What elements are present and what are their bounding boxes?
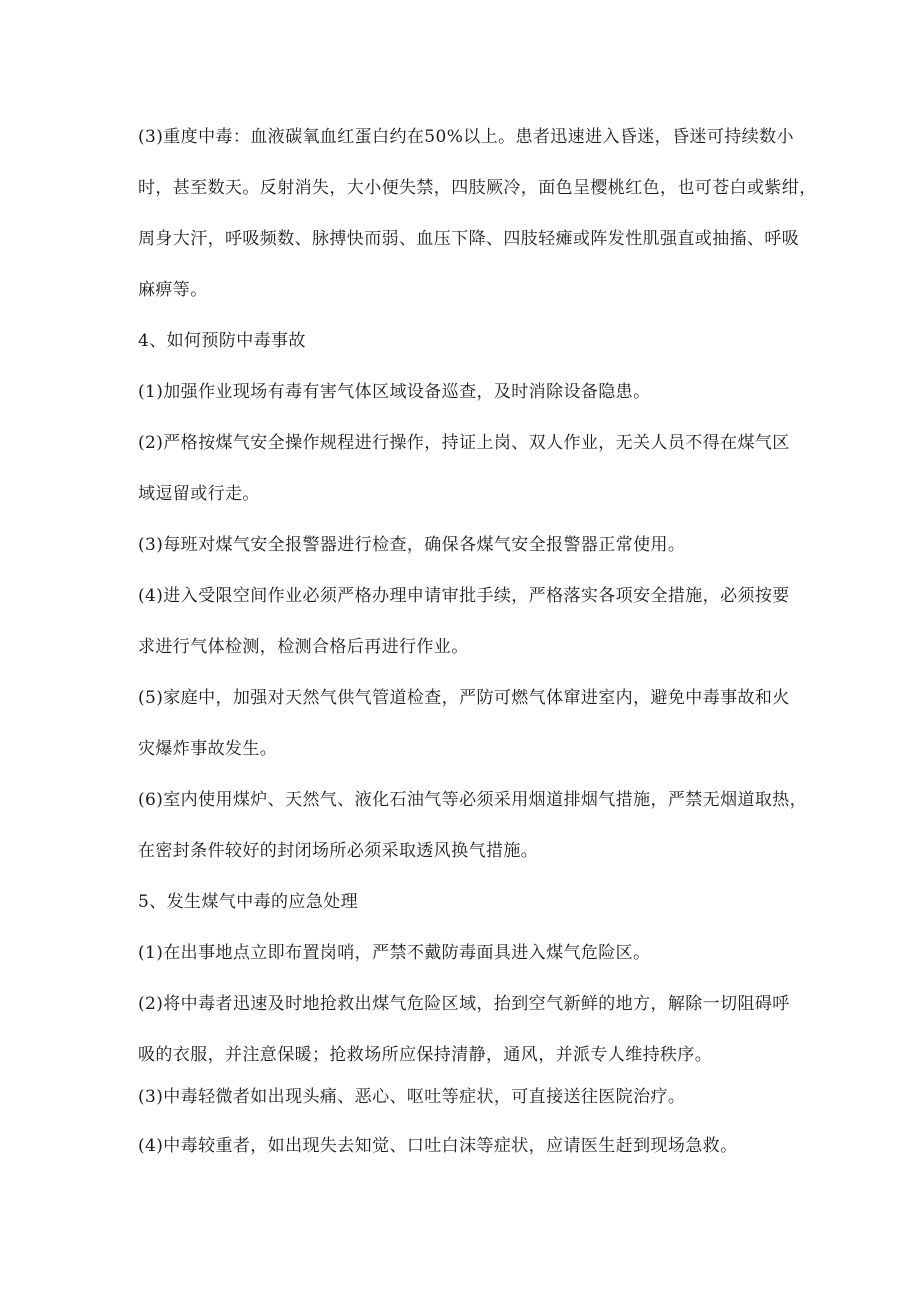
- prevention-item-4-line-1: (4)进入受限空间作业必须严格办理申请审批手续，严格落实各项安全措施，必须按要: [138, 586, 790, 606]
- emergency-item-3: (3)中毒轻微者如出现头痛、恶心、呕吐等症状，可直接送往医院治疗。: [138, 1087, 686, 1107]
- prevention-item-6-line-1: (6)室内使用煤炉、天然气、液化石油气等必须采用烟道排烟气措施，严禁无烟道取热，: [138, 790, 808, 810]
- prevention-item-1: (1)加强作业现场有毒有害气体区域设备巡查，及时消除设备隐患。: [138, 382, 651, 402]
- prevention-item-5-line-1: (5)家庭中，加强对天然气供气管道检查，严防可燃气体窜进室内，避免中毒事故和火: [138, 688, 790, 708]
- paragraph-severe-poisoning-line-1: (3)重度中毒：血液碳氧血红蛋白约在50%以上。患者迅速进入昏迷，昏迷可持续数小: [138, 127, 794, 147]
- emergency-item-4: (4)中毒较重者，如出现失去知觉、口吐白沫等症状，应请医生赶到现场急救。: [138, 1136, 738, 1156]
- paragraph-severe-poisoning-line-3: 周身大汗，呼吸频数、脉搏快而弱、血压下降、四肢轻瘫或阵发性肌强直或抽搐、呼吸: [138, 229, 800, 249]
- prevention-item-5-line-2: 灾爆炸事故发生。: [138, 739, 278, 759]
- paragraph-severe-poisoning-line-4: 麻痹等。: [138, 280, 208, 300]
- prevention-item-2-line-1: (2)严格按煤气安全操作规程进行操作，持证上岗、双人作业，无关人员不得在煤气区: [138, 433, 790, 453]
- paragraph-severe-poisoning-line-2: 时，甚至数天。反射消失，大小便失禁，四肢厥冷，面色呈樱桃红色，也可苍白或紫绀，: [138, 178, 817, 198]
- section-heading-prevention: 4、如何预防中毒事故: [138, 331, 306, 351]
- prevention-item-2-line-2: 域逗留或行走。: [138, 484, 260, 504]
- emergency-item-2-line-1: (2)将中毒者迅速及时地抢救出煤气危险区域，抬到空气新鲜的地方，解除一切阻碍呼: [138, 994, 790, 1014]
- prevention-item-6-line-2: 在密封条件较好的封闭场所必须采取透风换气措施。: [138, 841, 539, 861]
- prevention-item-4-line-2: 求进行气体检测，检测合格后再进行作业。: [138, 637, 469, 657]
- prevention-item-3: (3)每班对煤气安全报警器进行检查，确保各煤气安全报警器正常使用。: [138, 535, 686, 555]
- section-heading-emergency: 5、发生煤气中毒的应急处理: [138, 892, 359, 912]
- emergency-item-2-line-2: 吸的衣服，并注意保暖；抢救场所应保持清静，通风，并派专人维持秩序。: [138, 1045, 713, 1065]
- emergency-item-1: (1)在出事地点立即布置岗哨，严禁不戴防毒面具进入煤气危险区。: [138, 943, 651, 963]
